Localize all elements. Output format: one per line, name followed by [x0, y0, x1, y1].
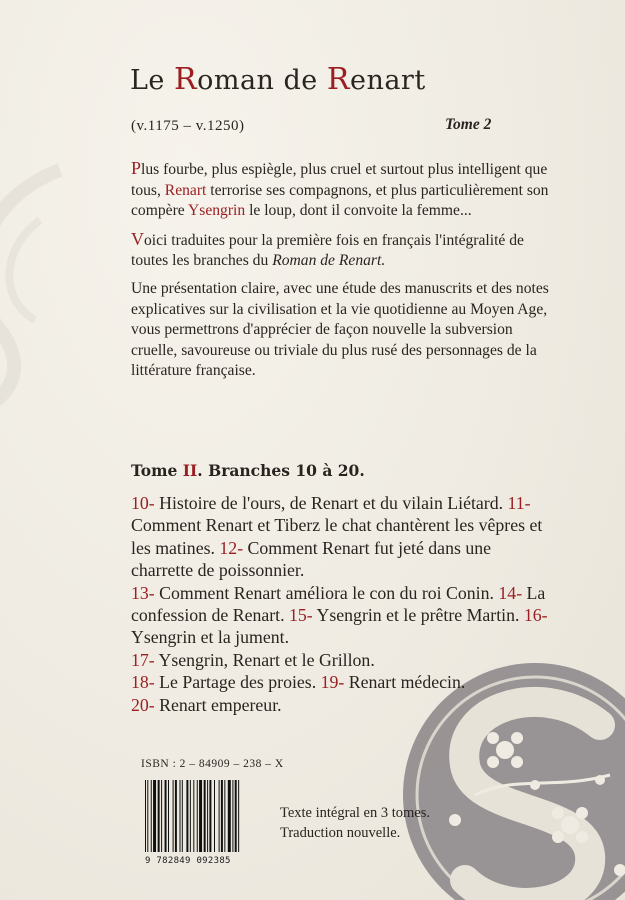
blurb-text: lus fourbe, plus espiègle, plus cruel et surtout plus intelligent que tous, [131, 161, 548, 199]
date-range: (v.1175 – v.1250) [131, 118, 245, 134]
branch-title: Ysengrin et la jument. [131, 627, 290, 648]
title-end: enart [349, 65, 426, 96]
contents-list [131, 492, 551, 716]
branch-title: Comment Renart améliora le con du roi Conin. [154, 582, 499, 603]
list-item [131, 493, 508, 513]
name-ysengrin: Ysengrin [188, 202, 246, 220]
barcode-digits: 9 782849 092385 [145, 856, 231, 866]
blurb-text: terrorise ses compagnons, et plus particulièrement son compère [131, 181, 549, 220]
book-title-italic: Roman de Renart. [272, 252, 386, 270]
branch-title: Ysengrin, Renart et le Grillon. [154, 649, 375, 670]
edition-info [280, 804, 430, 843]
contents-heading [131, 461, 365, 480]
drop-cap: V [131, 228, 144, 249]
branch-number: 20- [131, 694, 155, 715]
list-item [131, 695, 282, 715]
heading-text: . [197, 461, 209, 480]
branch-title: La confession de Renart. [131, 582, 546, 626]
branch-number: 13- [131, 582, 155, 603]
barcode [143, 780, 267, 870]
title-initial-r-2: R [326, 62, 350, 97]
branch-number: 19- [320, 672, 345, 693]
list-item [131, 672, 321, 692]
branch-title: Ysengrin et le prêtre Martin. [312, 605, 524, 626]
blurb-paragraph-1 [131, 158, 561, 222]
title-initial-r: R [174, 62, 198, 97]
name-renart: Renart [164, 181, 207, 199]
heading-text: ome [140, 461, 183, 480]
branch-title: Renart médecin. [344, 672, 466, 693]
branch-number: 14- [498, 582, 523, 603]
list-item [131, 583, 498, 603]
branch-number: 18- [131, 672, 155, 693]
branch-number: 15- [289, 605, 313, 626]
branch-number: 17- [131, 649, 155, 670]
blurb-paragraph-2 [131, 229, 561, 272]
blurb-text: le loup, dont il convoite la femme... [245, 202, 472, 220]
edition-line-1: Texte intégral en 3 tomes. [280, 805, 430, 821]
volume-label: Tome 2 [445, 116, 492, 133]
book-title [130, 62, 426, 97]
title-middle: oman de [197, 65, 327, 96]
blurb-text: oici traduites pour la première fois en français l'intégralité de toutes les branches du [131, 231, 524, 270]
edition-line-2: Traduction nouvelle. [280, 824, 401, 841]
title-prefix: Le [130, 65, 174, 96]
barcode-bars [143, 780, 267, 854]
branch-title: Comment Renart et Tiberz le chat chantèrent les vêpres et les matines. [131, 515, 543, 558]
branch-title: Comment Renart fut jeté dans une charrette de poissonnier. [131, 537, 491, 581]
branch-number: 16- [523, 605, 548, 626]
list-item [289, 605, 524, 625]
branch-title: Renart empereur. [154, 694, 282, 715]
blurb-paragraph-3: Une présentation claire, avec une étude des manuscrits et des notes explicatives sur la civilisation et la vie quotidienne au Moyen Age, vous permettrons d'apprécier de façon nouvelle la subversion cruelle, savoureuse ou triviale du plus rusé des personnages de la littérature française. [131, 279, 549, 380]
faded-ornament-icon [0, 160, 90, 420]
heading-initial: T [131, 461, 141, 480]
list-item [131, 650, 375, 670]
list-item [321, 672, 466, 692]
branch-number: 11- [507, 493, 531, 513]
blurb [131, 158, 561, 389]
isbn: ISBN : 2 – 84909 – 238 – X [141, 758, 284, 770]
heading-initial: B [208, 461, 222, 480]
branch-number: 10- [131, 493, 155, 513]
branch-title: Histoire de l'ours, de Renart et du vilain Liétard. [154, 493, 508, 513]
branch-number: 12- [219, 537, 244, 558]
drop-cap: P [131, 158, 142, 178]
heading-text: ranches 10 à 20. [221, 461, 365, 480]
heading-volume-number: II [182, 461, 198, 480]
branch-title: Le Partage des proies. [154, 672, 321, 693]
